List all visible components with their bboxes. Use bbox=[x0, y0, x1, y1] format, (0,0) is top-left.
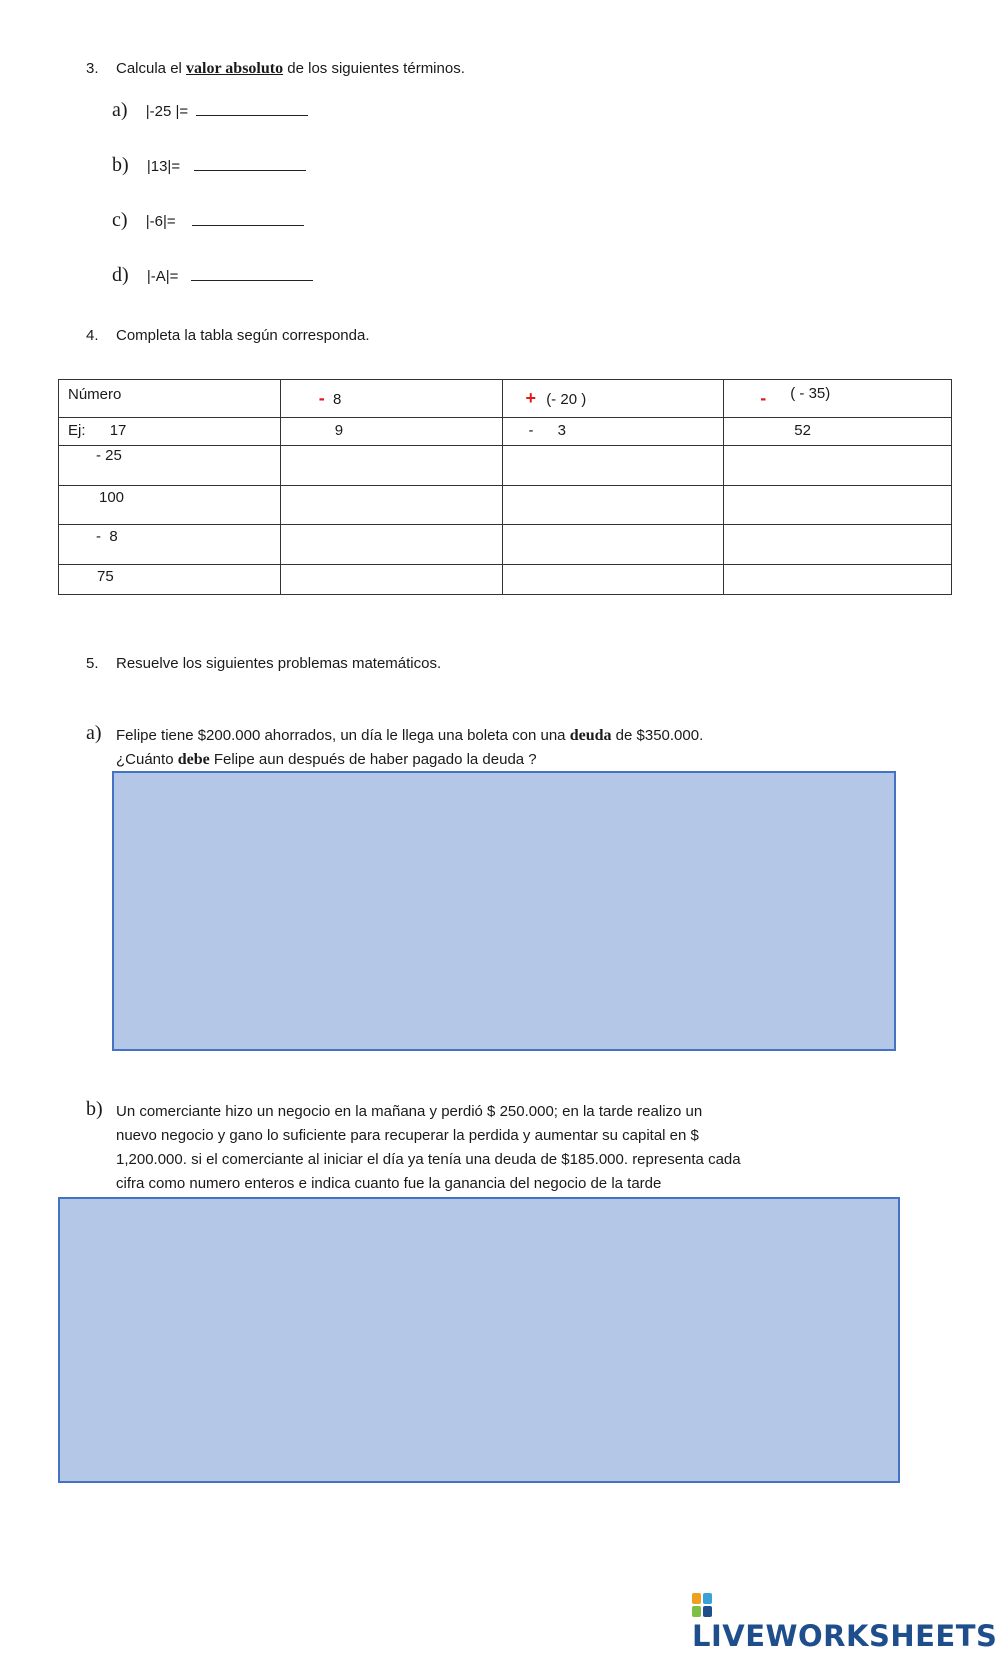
q4-title bbox=[86, 327, 370, 344]
answer-cell[interactable] bbox=[502, 486, 724, 525]
q3-item-d bbox=[112, 264, 313, 287]
table-row bbox=[59, 565, 952, 595]
item-expression: |-25 |= bbox=[145, 103, 189, 120]
item-letter: a) bbox=[112, 99, 128, 121]
header-value: 8 bbox=[332, 391, 342, 408]
problem-b-letter: b) bbox=[86, 1098, 103, 1120]
row-number: 75 bbox=[97, 568, 114, 585]
logo-text: LIVEWORKSHEETS bbox=[692, 1619, 998, 1653]
minus-sign-icon: - bbox=[318, 388, 325, 408]
example-col3-cell bbox=[724, 418, 952, 446]
row-number: - 8 bbox=[96, 528, 118, 545]
plus-sign-icon: + bbox=[525, 388, 537, 408]
q4-title-text: Completa la tabla según corresponda. bbox=[116, 327, 370, 344]
completion-table bbox=[58, 379, 952, 595]
table-row bbox=[59, 446, 952, 486]
header-value: (- 20 ) bbox=[546, 391, 587, 408]
header-cell-minus-35 bbox=[724, 380, 952, 418]
logo-grid-icon bbox=[692, 1593, 714, 1619]
row-number: - 25 bbox=[96, 447, 122, 464]
header-cell-plus-20 bbox=[502, 380, 724, 418]
example-number: 17 bbox=[109, 422, 127, 439]
q3-bold-term: valor absoluto bbox=[186, 60, 284, 77]
q5-title-text: Resuelve los siguientes problemas matemáticos. bbox=[116, 655, 442, 672]
q3-title bbox=[86, 60, 465, 78]
example-number-cell bbox=[59, 418, 281, 446]
header-value: ( - 35) bbox=[790, 385, 831, 402]
table-row bbox=[59, 525, 952, 565]
q3-prefix: Calcula el bbox=[116, 60, 182, 77]
q3-suffix: de los siguientes términos. bbox=[287, 60, 465, 77]
example-col3-value: 52 bbox=[794, 422, 811, 439]
item-expression: |13|= bbox=[146, 158, 181, 175]
example-col1-value: 9 bbox=[334, 422, 344, 439]
answer-cell[interactable] bbox=[502, 446, 724, 486]
header-label: Número bbox=[68, 386, 122, 403]
answer-blank[interactable] bbox=[196, 101, 308, 116]
problem-a-line1: Felipe tiene $200.000 ahorrados, un día le llega una boleta con una bbox=[116, 727, 566, 744]
header-cell-number bbox=[59, 380, 281, 418]
answer-cell[interactable] bbox=[724, 446, 952, 486]
answer-cell[interactable] bbox=[724, 525, 952, 565]
answer-box-b[interactable] bbox=[58, 1197, 900, 1483]
liveworksheets-logo bbox=[692, 1593, 1000, 1653]
answer-cell[interactable] bbox=[502, 525, 724, 565]
q3-number: 3. bbox=[86, 60, 99, 77]
header-cell-minus-8 bbox=[280, 380, 502, 418]
problem-b-line: Un comerciante hizo un negocio en la mañana y perdió $ 250.000; en la tarde realizo un bbox=[116, 1103, 703, 1120]
table-example-row bbox=[59, 418, 952, 446]
q5-number: 5. bbox=[86, 655, 99, 672]
row-number: 100 bbox=[99, 489, 125, 506]
problem-a-text bbox=[116, 724, 876, 772]
answer-cell[interactable] bbox=[502, 565, 724, 595]
problem-a-bold-owe: debe bbox=[177, 751, 210, 768]
item-expression: |-6|= bbox=[145, 213, 176, 230]
answer-blank[interactable] bbox=[192, 211, 304, 226]
problem-a-line2: ¿Cuánto bbox=[116, 751, 174, 768]
example-prefix: Ej: bbox=[68, 422, 86, 439]
answer-cell[interactable] bbox=[724, 565, 952, 595]
problem-b-line: 1,200.000. si el comerciante al iniciar el día ya tenía una deuda de $185.000. representa cada bbox=[116, 1151, 741, 1168]
table-row bbox=[59, 486, 952, 525]
example-col2-cell bbox=[502, 418, 724, 446]
answer-blank[interactable] bbox=[191, 266, 313, 281]
problem-a-line1-end: de $350.000. bbox=[615, 727, 704, 744]
q3-item-a bbox=[112, 99, 308, 122]
q4-number: 4. bbox=[86, 327, 99, 344]
problem-a-letter: a) bbox=[86, 722, 102, 744]
answer-blank[interactable] bbox=[194, 156, 306, 171]
item-expression: |-A|= bbox=[146, 268, 179, 285]
answer-cell[interactable] bbox=[724, 486, 952, 525]
q3-item-b bbox=[112, 154, 306, 177]
example-col2-sign: - bbox=[528, 422, 534, 439]
minus-sign-icon: - bbox=[760, 388, 767, 408]
example-col1-cell bbox=[280, 418, 502, 446]
q5-title bbox=[86, 655, 441, 672]
item-letter: b) bbox=[112, 154, 129, 176]
problem-b-line: nuevo negocio y gano lo suficiente para recuperar la perdida y aumentar su capital en $ bbox=[116, 1127, 699, 1144]
problem-a-bold-debt: deuda bbox=[569, 727, 612, 744]
table-header-row bbox=[59, 380, 952, 418]
problem-a-line2-end: Felipe aun después de haber pagado la deuda ? bbox=[213, 751, 537, 768]
item-letter: d) bbox=[112, 264, 129, 286]
answer-box-a[interactable] bbox=[112, 771, 896, 1051]
q3-item-c bbox=[112, 209, 304, 232]
problem-b-text bbox=[116, 1100, 916, 1196]
example-col2-value: 3 bbox=[557, 422, 567, 439]
problem-b-line: cifra como numero enteros e indica cuanto fue la ganancia del negocio de la tarde bbox=[116, 1175, 662, 1192]
item-letter: c) bbox=[112, 209, 128, 231]
